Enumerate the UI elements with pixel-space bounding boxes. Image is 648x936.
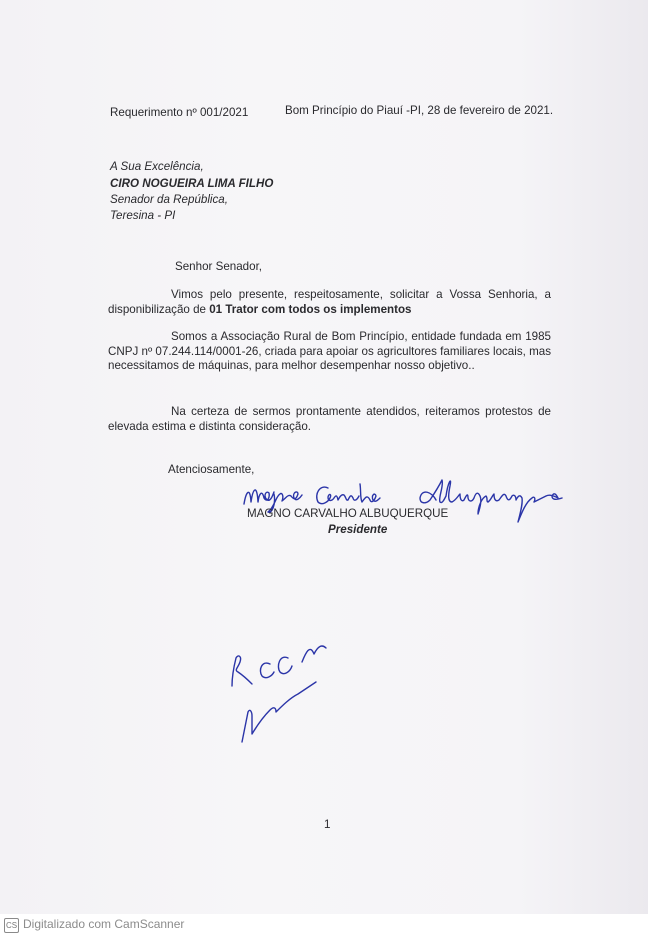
closing-word: Atenciosamente, xyxy=(168,463,255,476)
recipient-salutation: A Sua Excelência, xyxy=(110,160,204,173)
recipient-title: Senador da República, xyxy=(110,193,228,206)
camscanner-logo-icon: CS xyxy=(4,918,19,933)
paragraph-association: Somos a Associação Rural de Bom Princípio, entidade fundada em 1985 CNPJ nº 07.244.114/0001-26, criada para apoiar os agricultores familiares locais, mas necessitamos de máquinas, para melhor desempenhar nosso objetivo.. xyxy=(108,330,551,372)
paragraph-request-text: Vimos pelo presente, respeitosamente, solicitar a Vossa Senhoria, a disponibilização de xyxy=(108,288,551,316)
scanner-footer xyxy=(0,914,648,936)
paragraph-request xyxy=(108,288,551,317)
signer-name: MAGNO CARVALHO ALBUQUERQUE xyxy=(247,507,449,520)
signer-role: Presidente xyxy=(328,523,388,536)
recipient-city: Teresina - PI xyxy=(110,209,176,222)
request-item: 01 Trator com todos os implementos xyxy=(209,302,412,316)
scanner-credit: Digitalizado com CamScanner xyxy=(23,917,185,931)
handwritten-annotation xyxy=(222,636,342,752)
recipient-name: CIRO NOGUEIRA LIMA FILHO xyxy=(110,177,274,190)
greeting: Senhor Senador, xyxy=(175,260,263,273)
place-date: Bom Princípio do Piauí -PI, 28 de fevereiro de 2021. xyxy=(285,104,554,117)
request-reference: Requerimento nº 001/2021 xyxy=(110,106,249,119)
page-number: 1 xyxy=(324,818,331,831)
paragraph-closing: Na certeza de sermos prontamente atendidos, reiteramos protestos de elevada estima e distinta consideração. xyxy=(108,405,551,433)
